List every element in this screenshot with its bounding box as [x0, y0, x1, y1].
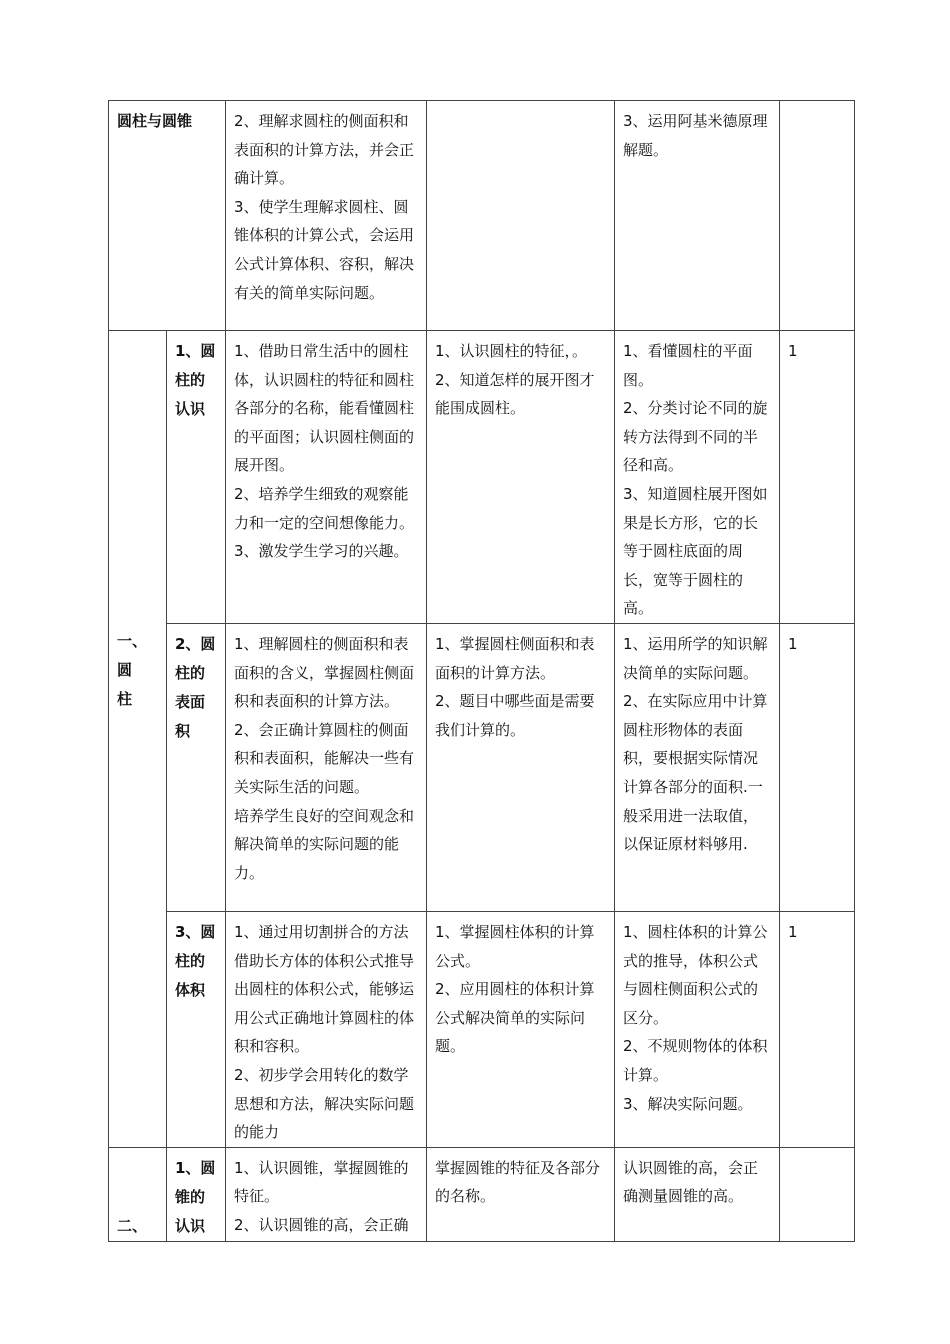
keys-cell [427, 331, 615, 624]
goals-cell [226, 623, 427, 911]
difficulties-cell [615, 101, 780, 331]
difficulties-cell [615, 1147, 780, 1241]
goal-text: 3、激发学生学习的兴趣。 [234, 542, 409, 561]
goal-text: 1、理解圆柱的侧面积和表面积的含义，掌握圆柱侧面积和表面积的计算方法。 [234, 634, 415, 711]
key-text: 2、应用圆柱的体积计算公式解决简单的实际问题。 [435, 980, 595, 1056]
lesson-name: 2、圆柱的表面积 [167, 623, 226, 911]
table-row-lesson [109, 1147, 855, 1241]
keys-cell [427, 1147, 615, 1241]
table-row-lesson [109, 623, 855, 911]
goal-text: 1、通过用切割拼合的方法借助长方体的体积公式推导出圆柱的体积公式，能够运用公式正确地计算圆柱的体积和容积。 [234, 922, 415, 1056]
key-text: 2、题目中哪些面是需要我们计算的。 [435, 692, 595, 739]
goal-text: 2、会正确计算圆柱的侧面积和表面积，能解决一些有关实际生活的问题。 [234, 720, 415, 796]
goals-cell [226, 911, 427, 1147]
key-text: 1、掌握圆柱体积的计算公式。 [435, 922, 595, 970]
goal-text: 3、使学生理解求圆柱、圆锥体积的计算公式，会运用公式计算体积、容积，解决有关的简单实际问题。 [234, 197, 415, 302]
goal-text: 2、初步学会用转化的数学思想和方法，解决实际问题的能力 [234, 1065, 415, 1142]
key-text: 1、认识圆柱的特征，。 [435, 342, 588, 360]
difficulty-text: 1、运用所学的知识解决简单的实际问题。 [623, 634, 768, 682]
difficulties-cell [615, 623, 780, 911]
lesson-name: 1、圆柱的认识 [167, 331, 226, 624]
difficulties-cell [615, 331, 780, 624]
goals-cell [226, 1147, 427, 1241]
lesson-name: 3、圆柱的体积 [167, 911, 226, 1147]
keys-cell [427, 623, 615, 911]
lesson-name: 1、圆锥的认识 [167, 1147, 226, 1241]
difficulty-text: 3、解决实际问题。 [623, 1094, 753, 1113]
difficulty-text: 2、分类讨论不同的旋转方法得到不同的半径和高。 [623, 399, 768, 475]
goal-text: 1、借助日常生活中的圆柱体，认识圆柱的特征和圆柱各部分的名称，能看懂圆柱的平面图；认识圆柱侧面的展开图。 [234, 342, 415, 475]
hours-cell: 1 [780, 331, 855, 624]
table-row-top [109, 101, 855, 331]
key-text: 1、掌握圆柱侧面积和表面积的计算方法。 [435, 634, 595, 682]
lesson-plan-table [108, 100, 855, 1242]
difficulty-text: 认识圆锥的高，会正确测量圆锥的高。 [623, 1158, 759, 1206]
hours-cell [780, 101, 855, 331]
table-row-lesson [109, 911, 855, 1147]
difficulty-text: 2、在实际应用中计算圆柱形物体的表面积，要根据实际情况计算各部分的面积.一般采用进一法取值，以保证原材料够用. [623, 692, 768, 854]
difficulty-text: 3、知道圆柱展开图如果是长方形，它的长等于圆柱底面的周长，宽等于圆柱的高。 [623, 484, 768, 618]
keys-cell [427, 101, 615, 331]
difficulties-cell [615, 911, 780, 1147]
keys-cell [427, 911, 615, 1147]
difficulty-text: 2、不规则物体的体积计算。 [623, 1037, 768, 1084]
hours-cell: 1 [780, 911, 855, 1147]
hours-cell [780, 1147, 855, 1241]
goal-text: 2、认识圆锥的高，会正确 [234, 1215, 409, 1234]
goal-text: 2、培养学生细致的观察能力和一定的空间想像能力。 [234, 484, 415, 532]
goal-text: 1、认识圆锥，掌握圆锥的特征。 [234, 1158, 409, 1206]
unit-label-cone: 二、 [109, 1147, 167, 1241]
difficulty-text: 1、圆柱体积的计算公式的推导，体积公式与圆柱侧面积公式的区分。 [623, 922, 768, 1027]
key-text: 2、知道怎样的展开图才能围成圆柱。 [435, 370, 595, 418]
goal-text: 培养学生良好的空间观念和解决简单的实际问题的能力。 [234, 806, 415, 882]
goals-cell [226, 331, 427, 624]
difficulty-text: 3、运用阿基米德原理解题。 [623, 112, 768, 159]
difficulty-text: 1、看懂圆柱的平面图。 [623, 342, 753, 389]
key-text: 掌握圆锥的特征及各部分的名称。 [435, 1158, 601, 1206]
goal-text: 2、理解求圆柱的侧面积和表面积的计算方法，并会正确计算。 [234, 112, 415, 188]
hours-cell: 1 [780, 623, 855, 911]
unit-label-cylinder: 一、圆柱 [109, 331, 167, 1148]
unit-title: 圆柱与圆锥 [109, 101, 226, 331]
goals-cell [226, 101, 427, 331]
table-row-lesson [109, 331, 855, 624]
